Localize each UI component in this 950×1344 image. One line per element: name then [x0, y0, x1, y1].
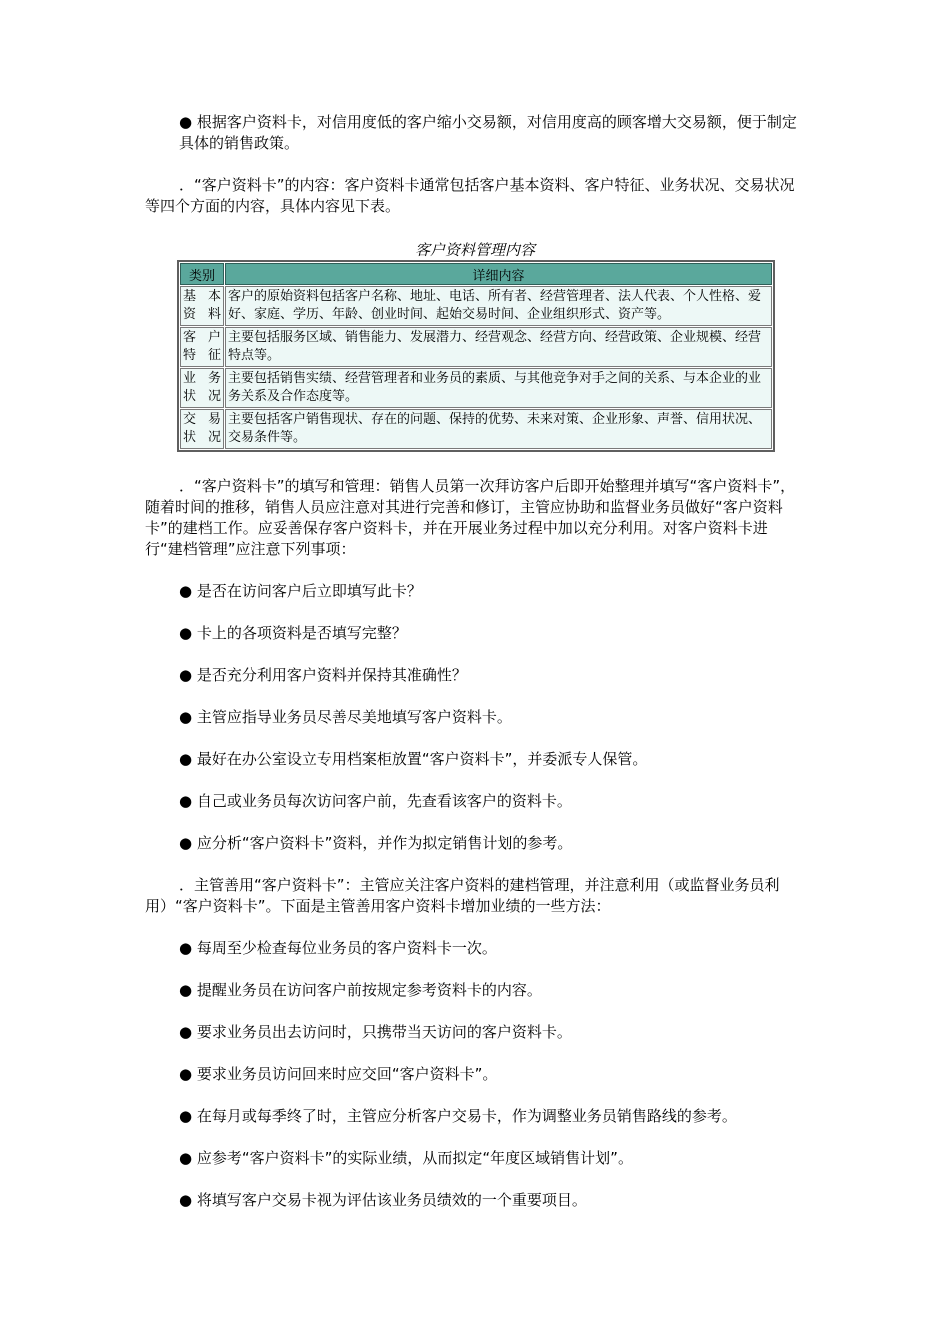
use-bullet: ● 应参考“客户资料卡”的实际业绩，从而拟定“年度区域销售计划”。	[179, 1149, 633, 1167]
document-page	[145, 112, 805, 1211]
row-category: 交易状况	[180, 409, 224, 449]
use-bullet: ● 要求业务员出去访问时，只携带当天访问的客户资料卡。	[179, 1023, 572, 1041]
header-category: 类别	[180, 263, 224, 285]
section-content-paragraph: ．“客户资料卡”的内容：客户资料卡通常包括客户基本资料、客户特征、业务状况、交易状况等四个方面的内容，具体内容见下表。	[145, 176, 795, 215]
row-detail: 客户的原始资料包括客户名称、地址、电话、所有者、经营管理者、法人代表、个人性格、爱好、家庭、学历、年龄、创业时间、起始交易时间、企业组织形式、资产等。	[225, 286, 772, 326]
table-header-row	[180, 263, 772, 285]
row-category: 基本资料	[180, 286, 224, 326]
fill-bullet: ● 自己或业务员每次访问客户前，先查看该客户的资料卡。	[179, 792, 572, 810]
fill-bullet: ● 卡上的各项资料是否填写完整？	[179, 624, 407, 642]
customer-info-table	[177, 260, 775, 452]
fill-bullet: ● 应分析“客户资料卡”资料，并作为拟定销售计划的参考。	[179, 834, 573, 852]
row-detail: 主要包括服务区域、销售能力、发展潜力、经营观念、经营方向、经营政策、企业规模、经营特点等。	[225, 327, 772, 367]
fill-bullet: ● 是否充分利用客户资料并保持其准确性？	[179, 666, 467, 684]
row-category: 客户特征	[180, 327, 224, 367]
use-bullet: ● 将填写客户交易卡视为评估该业务员绩效的一个重要项目。	[179, 1191, 587, 1209]
table-row	[180, 286, 772, 326]
section-use-paragraph: ．主管善用“客户资料卡”：主管应关注客户资料的建档管理，并注意利用（或监督业务员利用）“客户资料卡”。下面是主管善用客户资料卡增加业绩的一些方法：	[145, 876, 780, 915]
intro-bullet: ● 根据客户资料卡，对信用度低的客户缩小交易额，对信用度高的顾客增大交易额，便于制定具体的销售政策。	[179, 113, 797, 152]
table-row	[180, 409, 772, 449]
table-row	[180, 368, 772, 408]
row-detail: 主要包括客户销售现状、存在的问题、保持的优势、未来对策、企业形象、声誉、信用状况、交易条件等。	[225, 409, 772, 449]
table-row	[180, 327, 772, 367]
use-bullet: ● 每周至少检查每位业务员的客户资料卡一次。	[179, 939, 497, 957]
use-bullet: ● 提醒业务员在访问客户前按规定参考资料卡的内容。	[179, 981, 542, 999]
use-bullet: ● 要求业务员访问回来时应交回“客户资料卡”。	[179, 1065, 498, 1083]
fill-bullet: ● 最好在办公室设立专用档案柜放置“客户资料卡”，并委派专人保管。	[179, 750, 648, 768]
fill-bullet: ● 是否在访问客户后立即填写此卡？	[179, 582, 422, 600]
section-fill-paragraph: ．“客户资料卡”的填写和管理：销售人员第一次拜访客户后即开始整理并填写“客户资料卡”，随着时间的推移，销售人员应注意对其进行完善和修订，主管应协助和监督业务员做好“客户资料卡”的建档工作。应妥善保存客户资料卡，并在开展业务过程中加以充分利用。对客户资料卡进行“建档管理”应注意下列事项：	[145, 477, 796, 558]
row-category: 业务状况	[180, 368, 224, 408]
use-bullet: ● 在每月或每季终了时，主管应分析客户交易卡，作为调整业务员销售路线的参考。	[179, 1107, 737, 1125]
row-detail: 主要包括销售实绩、经营管理者和业务员的素质、与其他竞争对手之间的关系、与本企业的业务关系及合作态度等。	[225, 368, 772, 408]
header-detail: 详细内容	[225, 263, 772, 285]
fill-bullet: ● 主管应指导业务员尽善尽美地填写客户资料卡。	[179, 708, 512, 726]
table-caption: 客户资料管理内容	[414, 241, 535, 259]
